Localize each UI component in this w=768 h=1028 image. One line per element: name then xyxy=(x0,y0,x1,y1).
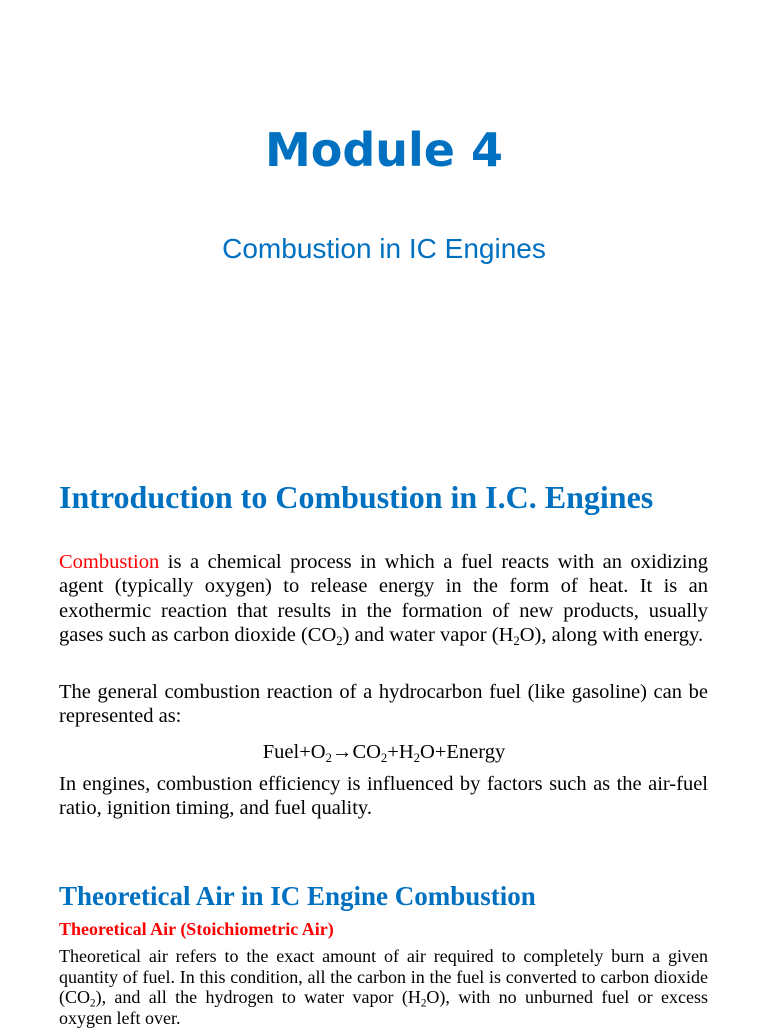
equation-sub-3: 2 xyxy=(413,750,421,765)
theo-p1-text-b: ), and all the hydrogen to water vapor (H xyxy=(95,987,421,1007)
combustion-keyword: Combustion xyxy=(59,551,160,573)
intro-paragraph-1 xyxy=(59,550,708,647)
theoretical-air-heading: Theoretical Air in IC Engine Combustion xyxy=(59,881,536,911)
module-subtitle: Combustion in IC Engines xyxy=(222,233,546,264)
equation-part-4: O+Energy xyxy=(420,741,506,763)
module-title: Module 4 xyxy=(264,123,504,177)
intro-p3-text: In engines, combustion efficiency is influenced by factors such as the air-fuel ratio, ignition timing, and fuel quality. xyxy=(59,773,708,820)
intro-p2-text: The general combustion reaction of a hydrocarbon fuel (like gasoline) can be represented as: xyxy=(59,681,708,728)
theo-p1-sub-b: 2 xyxy=(420,997,427,1010)
equation-sub-1: 2 xyxy=(325,750,332,765)
intro-p1-text-a: is a chemical process in which a fuel reacts with an oxidizing agent (typically oxygen) to release energy in the form of heat. It is an exothermic reaction that results in the formation of new products, usually gases such as carbon dioxide (CO xyxy=(59,551,708,646)
equation-part-3: +H xyxy=(387,741,414,763)
intro-paragraph-3 xyxy=(59,772,708,821)
theoretical-air-paragraph xyxy=(59,946,708,1028)
theo-p1-text-c: O), with no unburned fuel or excess oxygen left over. xyxy=(59,987,708,1028)
intro-p1-sub-a: 2 xyxy=(336,633,343,648)
equation-part-1: Fuel+O xyxy=(262,741,326,763)
equation-sub-2: 2 xyxy=(380,750,388,765)
combustion-equation xyxy=(0,739,768,765)
intro-p1-text-c: O), along with energy. xyxy=(519,623,704,646)
theoretical-air-subheading: Theoretical Air (Stoichiometric Air) xyxy=(59,919,334,939)
intro-p1-sub-b: 2 xyxy=(513,633,520,648)
equation-part-2: →CO xyxy=(331,741,381,763)
intro-paragraph-2 xyxy=(59,680,708,729)
theo-p1-sub-a: 2 xyxy=(90,997,96,1010)
intro-heading: Introduction to Combustion in I.C. Engines xyxy=(59,479,654,515)
intro-p1-text-b: ) and water vapor (H xyxy=(342,623,514,646)
theo-p1-text-a: Theoretical air refers to the exact amount of air required to completely burn a given quantity of fuel. In this condition, all the carbon in the fuel is converted to carbon dioxide (CO xyxy=(59,946,708,1007)
